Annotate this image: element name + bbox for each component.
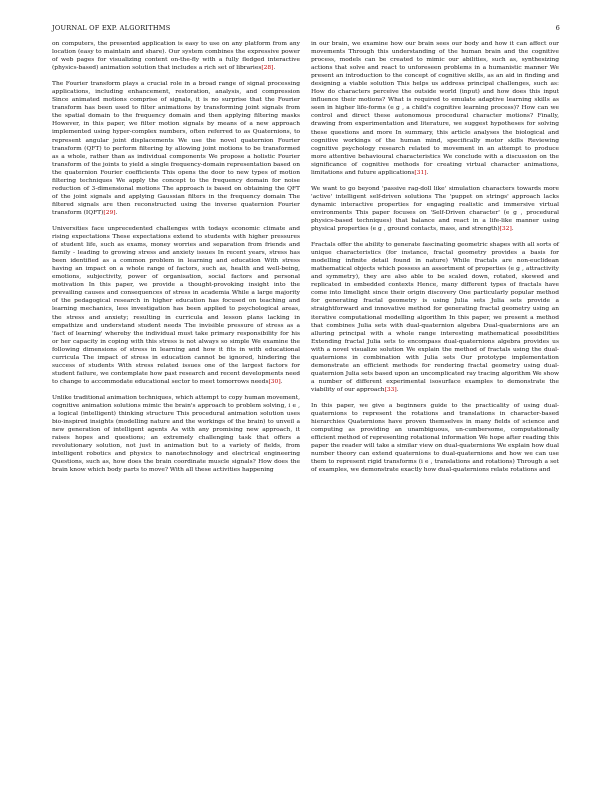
- left-column: [52, 40, 300, 482]
- paragraph-text: Unlike traditional animation techniques, which attempt to copy human movement, cognitive animation solutions mimic the brain's approach to problem solving, i e , a logical (intelligent) thinking structure This procedural animation solution uses bio-inspired insights (modelling nature and the workings of the brain) to unveil a new generation of intelligent agents As with any promising new approach, it raises hopes and questions; an extremely challenging task that offers a revolutionary solution, not just in animation but to a variety of fields, from intelligent robotics and physics to nanotechnology and electrical engineering Questions, such as, how does the brain coordinate muscle signals? How does the brain know which body parts to move? With all these activities happening: [52, 394, 300, 474]
- paragraph-end: .: [115, 209, 118, 216]
- citation-link[interactable]: [30]: [268, 378, 281, 385]
- paragraph: [52, 40, 300, 72]
- paragraph-end: .: [273, 65, 276, 72]
- citation-link[interactable]: [29]: [103, 209, 116, 216]
- paragraph: [52, 225, 300, 386]
- citation-link[interactable]: [33]: [384, 386, 397, 393]
- citation-link[interactable]: [32]: [499, 226, 512, 233]
- citation-link[interactable]: [31]: [414, 169, 427, 176]
- paragraph: [311, 241, 559, 394]
- paragraph-text: on computers, the presented application is easy to use on any platform from any location (easy to maintain and share). Our system combines the expressive power of web pages for visualizing content on-the-fly with a fully fledged interactive (physics-based) animation solution that includes a rich set of libraries: [52, 41, 300, 72]
- paragraph-text: We want to go beyond 'passive rag-doll like' simulation characters towards more 'active' intelligent self-driven solutions The 'puppet on strings' approach lacks dynamic interactive properties for engaging realistic and immersive virtual environments This paper focuses on 'Self-Driven character' (e g , procedural physics-based techniques) that balance and react in a life-like manner using physical properties (e g , ground contacts, mass, and strength): [311, 185, 559, 233]
- paragraph-end: .: [426, 169, 429, 176]
- paragraph: [52, 394, 300, 474]
- running-header: [52, 24, 560, 36]
- paragraph-end: .: [396, 386, 399, 393]
- paragraph: [52, 80, 300, 217]
- paragraph-text: Universities face unprecedented challenges with todays economic climate and rising expectations These expectations extend to students with higher pressures of student life, such as exams, money worries and separation from friends and family - leading to growing stress and anxiety issues In recent years, stress has been identified as a common problem in learning and education With stress having an impact on a whole range of factors, such as, health and well-being, emotions, subjectivity, power of organisation, social factors and personal motivation In this paper, we provide a thought-provoking insight into the prevailing causes and consequences of stress in academia While a large majority of the pedagogical research in higher education has focused on teaching and learning mechanics, less investigation has been applied to psychological areas, the stress and anxiety; resulting in curricula and lesson plans lacking in empathize and understand student needs The invisible pressure of stress as a 'fact of learning' whereby the individual must take primary responsibility for his or her capacity in coping with this stress is not always so simple We examine the following dimensions of stress in learning and how it fits in with educational curricula The impact of stress in education cannot be ignored, hindering the success of students With stress related issues one of the largest factors for student failure, we contemplate how past research and recent developments need to change to accommodate educational sector to meet tomorrows needs: [52, 225, 300, 385]
- paragraph-text: in our brain, we examine how our brain sees our body and how it can affect our movements Through this understanding of the human brain and the cognitive process, models can be created to mimic our abilities, such as, synthesizing actions that solve and react to unforeseen problems in a humanistic manner We present an introduction to the concept of cognitive skills, as an aid in finding and designing a viable solution This helps us address principal challenges, such as: How do characters perceive the outside world (input) and how does this input influence their motions? What is required to emulate adaptive learning skills as seen in higher life-forms (e g , a child's cognitive learning process)? How can we control and direct these autonomous procedural character motions? Finally, drawing from experimentation and literature, we suggest hypotheses for solving these questions and more In summary, this article analyses the biological and cognitive workings of the human mind, specifically motor skills Reviewing cognitive psychology research related to movement in an attempt to produce more attentive behavioural characteristics We conclude with a discussion on the significance of cognitive methods for creating virtual character animations, limitations and future applications: [311, 41, 559, 176]
- page-number: 6: [555, 24, 560, 32]
- paragraph-text: Fractals offer the ability to generate fascinating geometric shapes with all sorts of unique characteristics (for instance, fractal geometry provides a basis for modelling infinite detail found in nature) While fractals are non-euclidean mathematical objects which possess an assortment of properties (e g , attractivity and symmetry), they are also able to be scaled down, rotated, skewed and replicated in embedded contexts Hence, many different types of fractals have come into limelight since their origin discovery One particularly popular method for generating fractal geometry is using Julia sets Julia sets provide a straightforward and innovative method for generating fractal geometry using an iterative computational modelling algorithm In this paper, we present a method that combines Julia sets with dual-quaternion algebra Dual-quaternions are an alluring principal with a whole range interesting mathematical possibilities Extending fractal Julia sets to encompass dual-quaternions algebra provides us with a novel visualize solution We explain the method of fractals using the dual-quaternions in combination with Julia sets Our prototype implementation demonstrate an efficient methods for rendering fractal geometry using dual-quaternion Julia sets based upon an uncomplicated ray tracing algorithm We show a number of different experimental isosurface examples to demonstrate the viability of our approach: [311, 242, 559, 393]
- paragraph-text: In this paper, we give a beginners guide to the practicality of using dual-quaternions to represent the rotations and translations in character-based hierarchies Quaternions have proven themselves in many fields of science and computing as providing an unambiguous, un-cumbersome, computationally efficient method of representing rotational information We hope after reading this paper the reader will take a similar view on dual-quaternions We explain how dual number theory can extend quaternions to dual-quaternions and how we can use them to represent rigid transforms (i e , translations and rotations) Through a set of examples, we demonstrate exactly how dual-quaternions relate rotations and: [311, 402, 559, 474]
- paragraph-text: The Fourier transform plays a crucial role in a broad range of signal processing applications, including enhancement, restoration, analysis, and compression Since animated motions comprise of signals, it is no surprise that the Fourier transform has been used to filter animations by transforming joint signals from the spatial domain to the frequency domain and then applying filtering masks However, in this paper, we filter motion signals by means of a new approach implemented using hyper-complex numbers, often referred to as Quaternions, to represent angular joint displacements We use the novel quaternion Fourier transform (QFT) to perform filtering by allowing joint motions to be transformed as a whole, rather than as individual components We propose a holistic Fourier transform of the joints to yield a single frequency-domain representation based on the quaternion Fourier coefficients This opens the door to new types of motion filtering techniques We apply the concept to the frequency domain for noise reduction of 3-dimensional motions The approach is based on obtaining the QFT of the joint signals and applying Gaussian filters in the frequency domain The filtered signals are then reconstructed using the inverse quaternion Fourier transform (IQFT): [52, 81, 300, 216]
- paragraph: [311, 185, 559, 233]
- right-column: [311, 40, 559, 482]
- paragraph: [311, 402, 559, 474]
- citation-link[interactable]: [28]: [261, 65, 274, 72]
- paragraph-end: .: [280, 378, 283, 385]
- journal-title: JOURNAL OF EXP. ALGORITHMS: [52, 24, 171, 32]
- paragraph-end: .: [511, 226, 514, 233]
- paragraph: [311, 40, 559, 177]
